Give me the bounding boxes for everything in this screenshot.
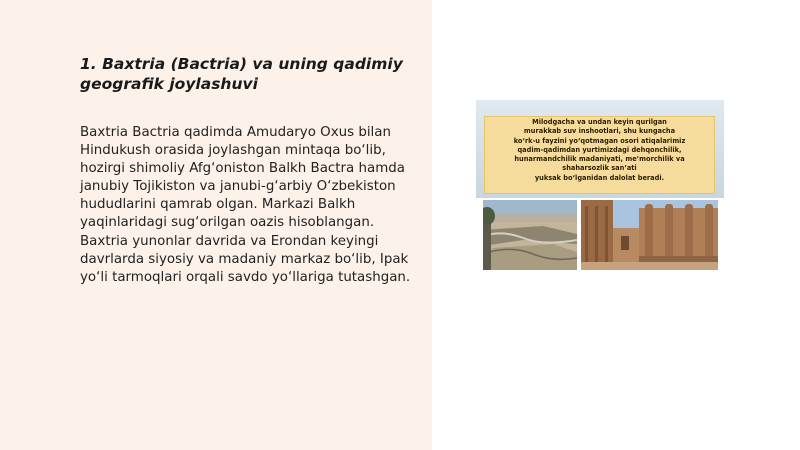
caption-line: qadim-qadimdan yurtimizdagi dehqonchilik, (517, 145, 682, 154)
caption-line: Milodgacha va undan keyin qurilgan (532, 118, 667, 126)
caption-line: murakkab suv inshootlari, shu kungacha (523, 127, 676, 136)
caption-line: ko‘rk-u fayzini yo‘qotmagan osori atiqalarimiz (513, 136, 686, 145)
caption-line: hunarmandchilik madaniyati, me’morchilik va (514, 155, 685, 164)
slide-body-text: Baxtria Bactria qadimda Amudaryo Oxus bilan Hindukush orasida joylashgan mintaqa bo‘lib, hozirgi shimoliy Afg‘oniston Balkh Bactra hamda janubiy Tojikiston va janubi-g‘arbiy O‘zbekiston hududlarini qamrab olgan. Markazi Balkh yaqinlaridagi sug‘orilgan oazis hisoblangan. Baxtria yunonlar davrida va Erondan keyingi davrlarda siyosiy va madaniy markaz bo‘lib, Ipak yo‘li tarmoqlari orqali savdo yo‘llariga tutashgan. (80, 125, 411, 285)
caption-line: yuksak bo‘lganidan dalolat beradi. (534, 173, 665, 182)
photo-ancient-fortress (581, 200, 718, 270)
caption-box (484, 116, 715, 194)
photo-ancient-waterworks (483, 200, 577, 270)
caption-line: shaharsozlik san’ati (562, 164, 637, 173)
caption-banner (476, 100, 724, 198)
illustration-figure (476, 100, 724, 272)
slide-title: 1. Baxtria (Bactria) va uning qadimiy geografik joylashuvi (80, 55, 403, 93)
